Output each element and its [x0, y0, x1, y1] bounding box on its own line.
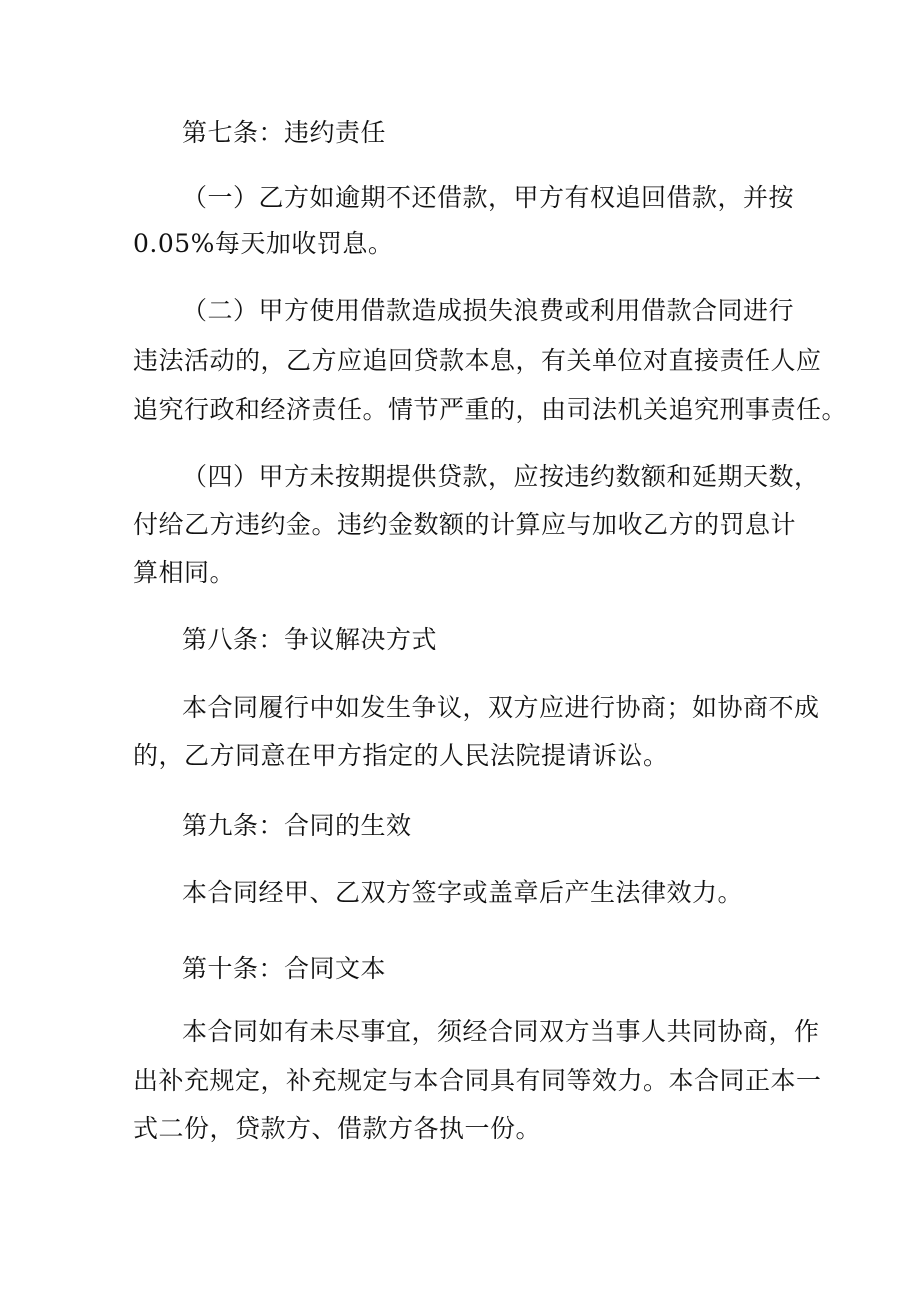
article-7-heading: 第七条：违约责任 [182, 118, 387, 147]
article-8-heading: 第八条：争议解决方式 [182, 625, 438, 654]
article-7-clause-2-line-3: 追究行政和经济责任。情节严重的，由司法机关追究刑事责任。 [133, 395, 848, 424]
article-7-clause-1-line-2: 0.05%每天加收罚息。 [133, 229, 394, 258]
article-7-clause-2-line-1: （二）甲方使用借款造成损失浪费或利用借款合同进行 [182, 296, 795, 325]
article-9-paragraph: 本合同经甲、乙双方签字或盖章后产生法律效力。 [182, 878, 744, 907]
article-7-clause-4-line-1: （四）甲方未按期提供贷款，应按违约数额和延期天数， [182, 462, 820, 491]
article-7-clause-4-line-2: 付给乙方违约金。违约金数额的计算应与加收乙方的罚息计 [133, 510, 797, 539]
article-8-paragraph-line-1: 本合同履行中如发生争议，双方应进行协商；如协商不成 [182, 693, 820, 722]
article-7-clause-2-line-2: 违法活动的，乙方应追回贷款本息，有关单位对直接责任人应 [133, 346, 822, 375]
article-8-paragraph-line-2: 的，乙方同意在甲方指定的人民法院提请诉讼。 [133, 741, 669, 770]
article-10-heading: 第十条：合同文本 [182, 954, 387, 983]
article-7-clause-4-line-3: 算相同。 [133, 558, 236, 587]
article-9-heading: 第九条：合同的生效 [182, 811, 412, 840]
article-7-clause-1-line-1: （一）乙方如逾期不还借款，甲方有权追回借款，并按 [182, 183, 795, 212]
article-10-paragraph-line-2: 出补充规定，补充规定与本合同具有同等效力。本合同正本一 [133, 1066, 822, 1095]
article-10-paragraph-line-3: 式二份，贷款方、借款方各执一份。 [133, 1114, 542, 1143]
article-10-paragraph-line-1: 本合同如有未尽事宜，须经合同双方当事人共同协商，作 [182, 1017, 820, 1046]
